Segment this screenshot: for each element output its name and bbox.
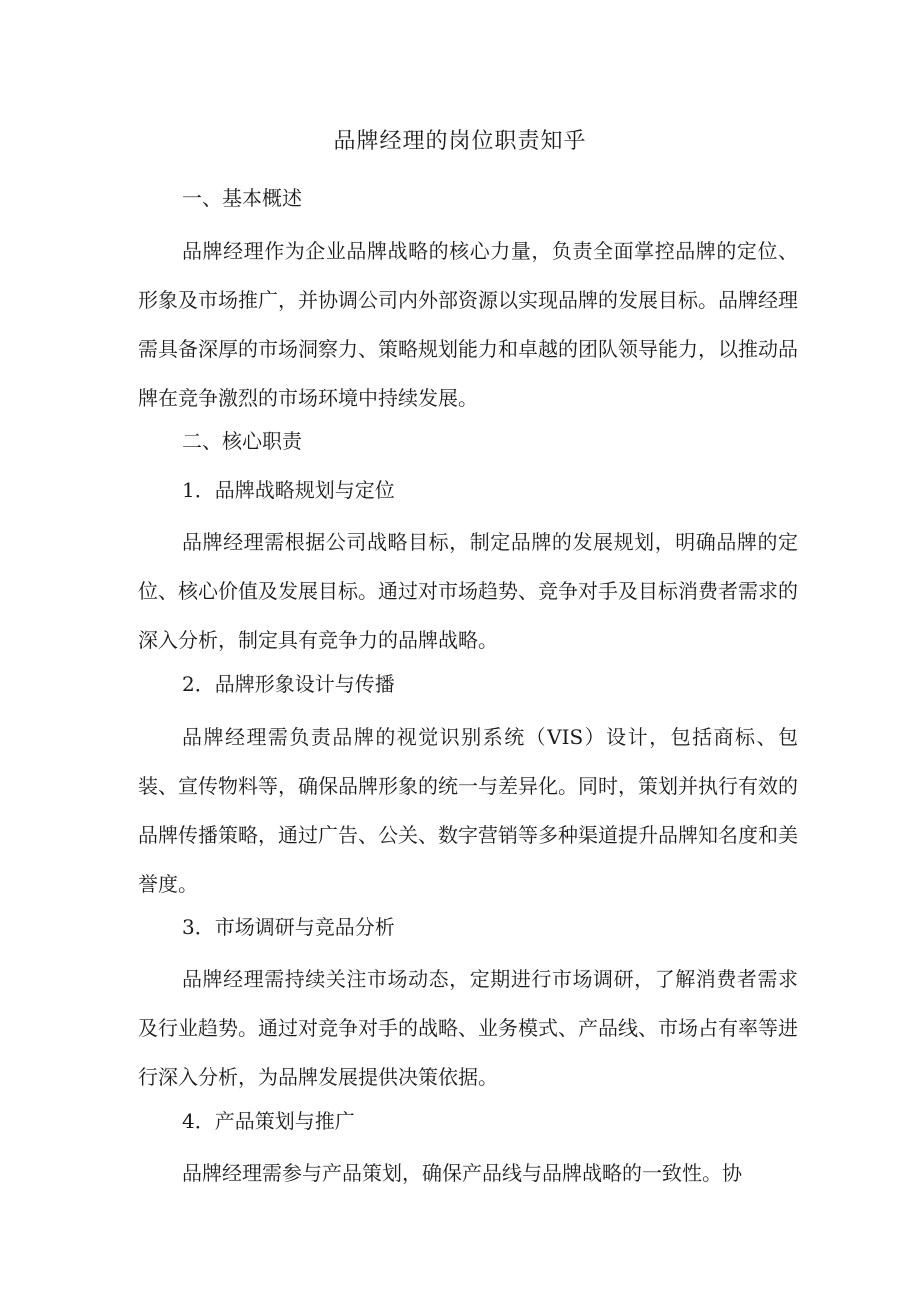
paragraph-product-planning: 品牌经理需参与产品策划，确保产品线与品牌战略的一致性。协 <box>182 1161 742 1185</box>
paragraph-market-research: 品牌经理需持续关注市场动态，定期进行市场调研，了解消费者需求及行业趋势。通过对竞争对手的战略、业务模式、产品线、市场占有率等进行深入分析，为品牌发展提供决策依据。 <box>138 967 798 1089</box>
subheading-brand-image: 2．品牌形象设计与传播 <box>182 672 395 696</box>
document-title: 品牌经理的岗位职责知乎 <box>333 129 587 154</box>
subheading-brand-strategy: 1．品牌战略规划与定位 <box>182 478 395 502</box>
subheading-market-research: 3．市场调研与竞品分析 <box>182 915 395 939</box>
paragraph-overview: 品牌经理作为企业品牌战略的核心力量，负责全面掌控品牌的定位、形象及市场推广，并协调公司内外部资源以实现品牌的发展目标。品牌经理需具备深厚的市场洞察力、策略规划能力和卓越的团队领导能力，以推动品牌在竞争激烈的市场环境中持续发展。 <box>138 239 798 410</box>
section-heading-core-duties: 二、核心职责 <box>182 429 302 453</box>
subheading-product-planning: 4．产品策划与推广 <box>182 1109 355 1133</box>
section-heading-overview: 一、基本概述 <box>182 186 302 210</box>
paragraph-brand-strategy: 品牌经理需根据公司战略目标，制定品牌的发展规划，明确品牌的定位、核心价值及发展目标。通过对市场趋势、竞争对手及目标消费者需求的深入分析，制定具有竞争力的品牌战略。 <box>138 530 798 652</box>
paragraph-brand-image: 品牌经理需负责品牌的视觉识别系统（VIS）设计，包括商标、包装、宣传物料等，确保品牌形象的统一与差异化。同时，策划并执行有效的品牌传播策略，通过广告、公关、数字营销等多种渠道提升品牌知名度和美誉度。 <box>138 725 798 896</box>
